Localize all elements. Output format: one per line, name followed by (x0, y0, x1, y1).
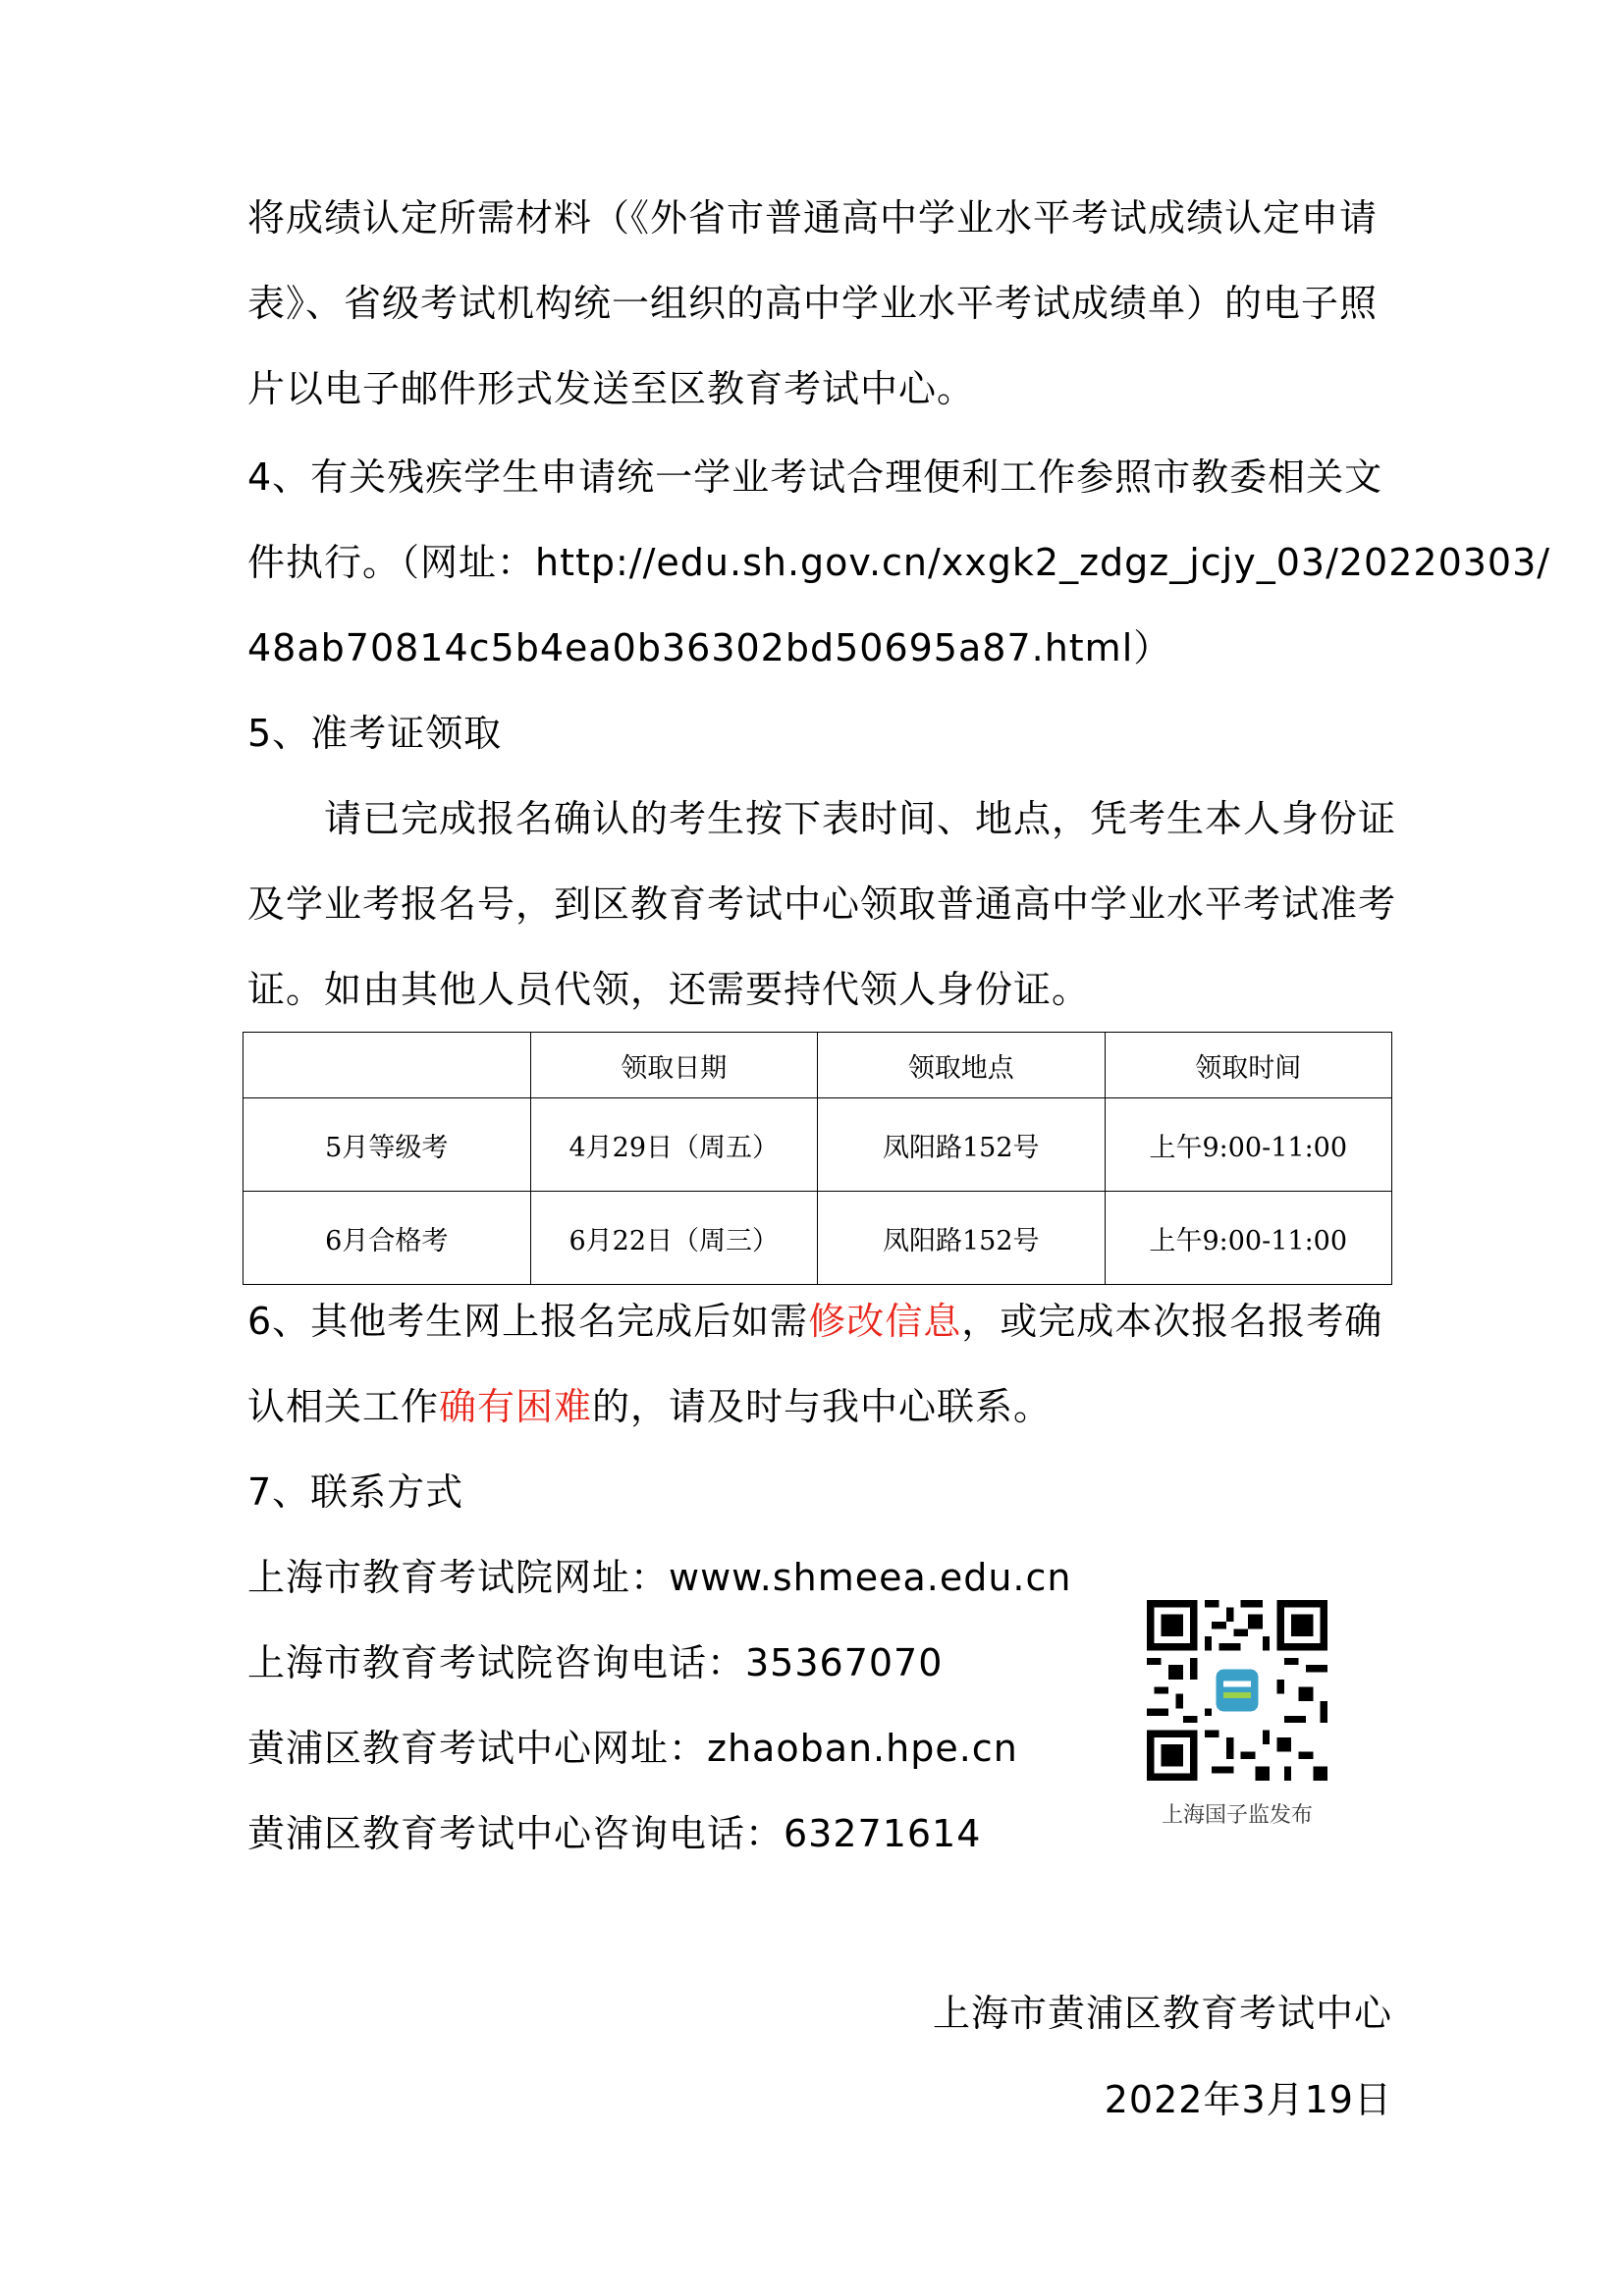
highlight-modify-info: 修改信息 (808, 1300, 962, 1343)
section-5-line-1: 请已完成报名确认的考生按下表时间、地点，凭考生本人身份证 (324, 797, 1397, 840)
highlight-difficulty: 确有困难 (439, 1385, 593, 1428)
table-row (244, 1098, 1392, 1192)
item-4-line-2: 件执行。（网址：http://edu.sh.gov.cn/xxgk2_zdgz_jcjy_03/20220303/ (247, 541, 1551, 584)
section-6-line-2 (247, 1377, 1052, 1436)
section-6-text: ，或完成本次报名报考确 (961, 1300, 1383, 1343)
section-5-line-3: 证。如由其他人员代领，还需要持代领人身份证。 (247, 968, 1091, 1011)
table-header-cell: 领取日期 (530, 1033, 818, 1098)
table-header-cell: 领取时间 (1105, 1033, 1392, 1098)
section-6-text: 的，请及时与我中心联系。 (592, 1385, 1053, 1428)
table-cell: 凤阳路152号 (818, 1192, 1106, 1285)
section-5-heading: 5、准考证领取 (247, 712, 503, 755)
table-cell: 凤阳路152号 (818, 1098, 1106, 1192)
qr-caption: 上海国子监发布 (1161, 1803, 1313, 1828)
signature-organization: 上海市黄浦区教育考试中心 (932, 1992, 1392, 2035)
section-6-text: 认相关工作 (247, 1385, 440, 1428)
table-header-row (244, 1033, 1392, 1098)
table-cell: 上午9:00-11:00 (1105, 1098, 1392, 1192)
section-5-line-2: 及学业考报名号，到区教育考试中心领取普通高中学业水平考试准考 (247, 882, 1397, 926)
contact-shmeea-phone: 上海市教育考试院咨询电话：35367070 (247, 1641, 944, 1684)
section-6-line-1 (247, 1292, 1382, 1351)
contact-hpe-website: 黄浦区教育考试中心网址：zhaoban.hpe.cn (247, 1727, 1018, 1770)
paragraph-3-line-3: 片以电子邮件形式发送至区教育考试中心。 (247, 367, 976, 410)
table-header-cell: 领取地点 (818, 1033, 1106, 1098)
table-cell: 6月合格考 (244, 1192, 531, 1285)
admission-ticket-schedule-table (243, 1032, 1392, 1285)
section-6-text: 6、其他考生网上报名完成后如需 (247, 1300, 809, 1343)
signature-date: 2022年3月19日 (1104, 2078, 1392, 2121)
table-row (244, 1192, 1392, 1285)
contact-hpe-phone: 黄浦区教育考试中心咨询电话：63271614 (247, 1812, 982, 1855)
paragraph-3-line-2: 表》、省级考试机构统一组织的高中学业水平考试成绩单）的电子照 (247, 282, 1379, 325)
qr-code-icon (1147, 1600, 1327, 1781)
section-7-heading: 7、联系方式 (247, 1470, 464, 1514)
table-cell: 5月等级考 (244, 1098, 531, 1192)
table-cell: 4月29日（周五） (530, 1098, 818, 1192)
item-4-line-3: 48ab70814c5b4ea0b36302bd50695a87.html） (247, 626, 1172, 669)
paragraph-3-line-1: 将成绩认定所需材料（《外省市普通高中学业水平考试成绩认定申请 (247, 196, 1379, 240)
table-header-cell (244, 1033, 531, 1098)
item-4-line-1: 4、有关残疾学生申请统一学业考试合理便利工作参照市教委相关文 (247, 455, 1383, 499)
table-cell: 6月22日（周三） (530, 1192, 818, 1285)
table-cell: 上午9:00-11:00 (1105, 1192, 1392, 1285)
contact-shmeea-website: 上海市教育考试院网址：www.shmeea.edu.cn (247, 1556, 1072, 1599)
